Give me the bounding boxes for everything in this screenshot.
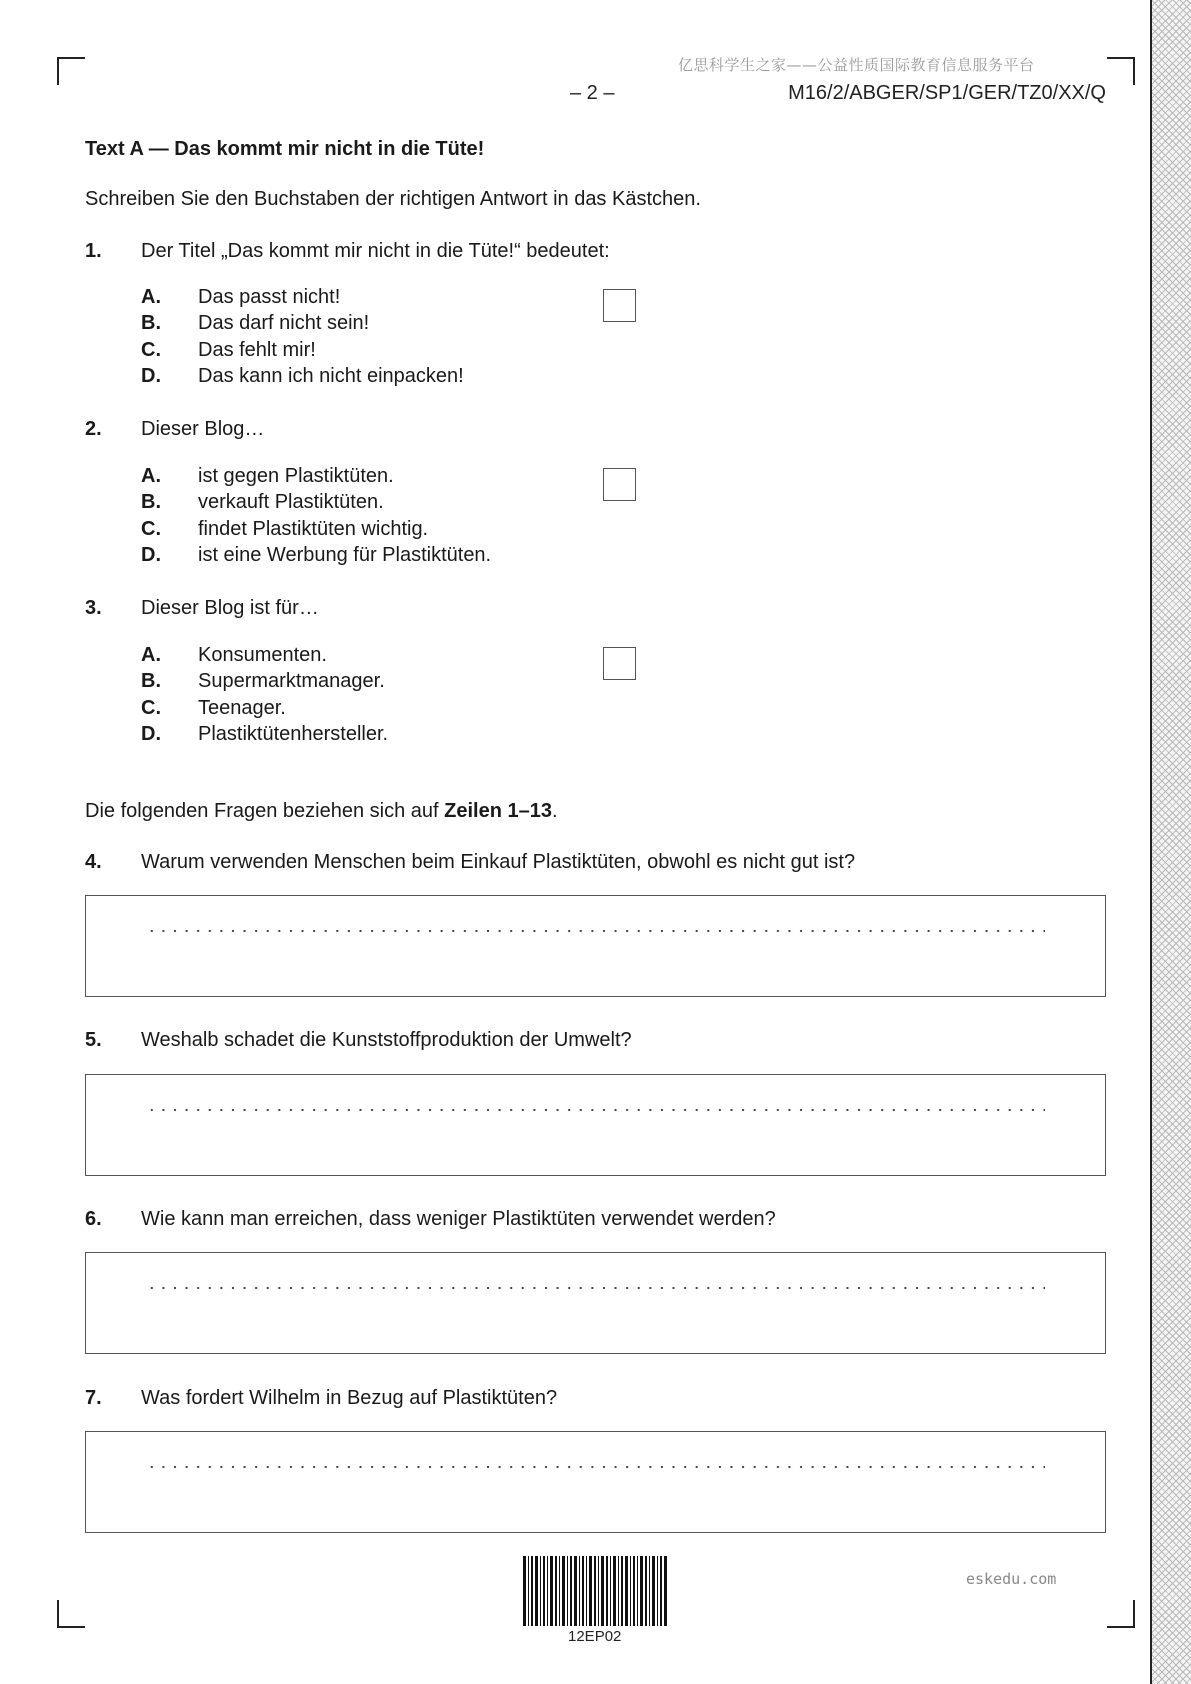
- page-number: – 2 –: [570, 82, 615, 104]
- dotted-answer-line: [146, 930, 1045, 932]
- paper-code: M16/2/ABGER/SP1/GER/TZ0/XX/Q: [788, 82, 1106, 104]
- question-text: Der Titel „Das kommt mir nicht in die Tüte!“ bedeutet:: [141, 240, 610, 262]
- lines-intro-suffix: .: [551, 800, 558, 822]
- question-number: 4.: [85, 851, 102, 873]
- option-letter: D.: [141, 365, 161, 387]
- option-letter: A.: [141, 465, 161, 487]
- dotted-answer-line: [146, 1109, 1045, 1111]
- option-text: Das passt nicht!: [198, 286, 341, 308]
- dotted-answer-line: [146, 1466, 1045, 1468]
- option-text: Supermarktmanager.: [198, 670, 385, 692]
- option-letter: A.: [141, 286, 161, 308]
- lines-intro-prefix: Die folgenden Fragen beziehen sich auf: [85, 800, 445, 822]
- option-letter: D.: [141, 723, 161, 745]
- question-text: Weshalb schadet die Kunststoffproduktion der Umwelt?: [141, 1029, 632, 1051]
- option-letter: C.: [141, 339, 161, 361]
- option-letter: D.: [141, 544, 161, 566]
- question-text: Wie kann man erreichen, dass weniger Plastiktüten verwendet werden?: [141, 1208, 776, 1230]
- barcode-label: 12EP02: [568, 1628, 622, 1645]
- option-text: findet Plastiktüten wichtig.: [198, 518, 429, 540]
- answer-box-q2[interactable]: [603, 468, 636, 501]
- site-watermark: eskedu.com: [966, 1570, 1057, 1588]
- option-text: Das fehlt mir!: [198, 339, 316, 361]
- answer-box-q1[interactable]: [603, 289, 636, 322]
- answer-area-q4[interactable]: [85, 895, 1106, 997]
- crop-mark-top-left: [57, 57, 85, 85]
- option-letter: C.: [141, 697, 161, 719]
- option-letter: A.: [141, 644, 161, 666]
- option-letter: C.: [141, 518, 161, 540]
- answer-area-q6[interactable]: [85, 1252, 1106, 1354]
- question-number: 1.: [85, 240, 102, 262]
- option-text: Teenager.: [198, 697, 286, 719]
- answer-box-q3[interactable]: [603, 647, 636, 680]
- question-number: 6.: [85, 1208, 102, 1230]
- crop-mark-top-right: [1107, 57, 1135, 85]
- crop-mark-bottom-left: [57, 1600, 85, 1628]
- question-text: Dieser Blog…: [141, 418, 265, 440]
- option-text: Das darf nicht sein!: [198, 312, 370, 334]
- question-number: 3.: [85, 597, 102, 619]
- question-number: 7.: [85, 1387, 102, 1409]
- option-letter: B.: [141, 670, 161, 692]
- question-number: 5.: [85, 1029, 102, 1051]
- watermark-text: 亿思科学生之家——公益性质国际教育信息服务平台: [678, 56, 1035, 74]
- option-letter: B.: [141, 491, 161, 513]
- option-text: Konsumenten.: [198, 644, 327, 666]
- lines-intro: [85, 800, 558, 823]
- lines-intro-bold: Zeilen 1–13: [444, 800, 552, 822]
- option-letter: B.: [141, 312, 161, 334]
- page-edge-strip: [1150, 0, 1191, 1684]
- dotted-answer-line: [146, 1287, 1045, 1289]
- question-text: Was fordert Wilhelm in Bezug auf Plastiktüten?: [141, 1387, 558, 1409]
- answer-area-q5[interactable]: [85, 1074, 1106, 1176]
- option-text: ist gegen Plastiktüten.: [198, 465, 394, 487]
- option-text: Das kann ich nicht einpacken!: [198, 365, 464, 387]
- question-text: Dieser Blog ist für…: [141, 597, 319, 619]
- crop-mark-bottom-right: [1107, 1600, 1135, 1628]
- question-text: Warum verwenden Menschen beim Einkauf Plastiktüten, obwohl es nicht gut ist?: [141, 851, 856, 873]
- barcode: [523, 1556, 668, 1626]
- instruction-text: Schreiben Sie den Buchstaben der richtigen Antwort in das Kästchen.: [85, 188, 701, 210]
- answer-area-q7[interactable]: [85, 1431, 1106, 1533]
- section-title: Text A — Das kommt mir nicht in die Tüte!: [85, 138, 485, 160]
- question-number: 2.: [85, 418, 102, 440]
- option-text: ist eine Werbung für Plastiktüten.: [198, 544, 492, 566]
- option-text: Plastiktütenhersteller.: [198, 723, 389, 745]
- option-text: verkauft Plastiktüten.: [198, 491, 384, 513]
